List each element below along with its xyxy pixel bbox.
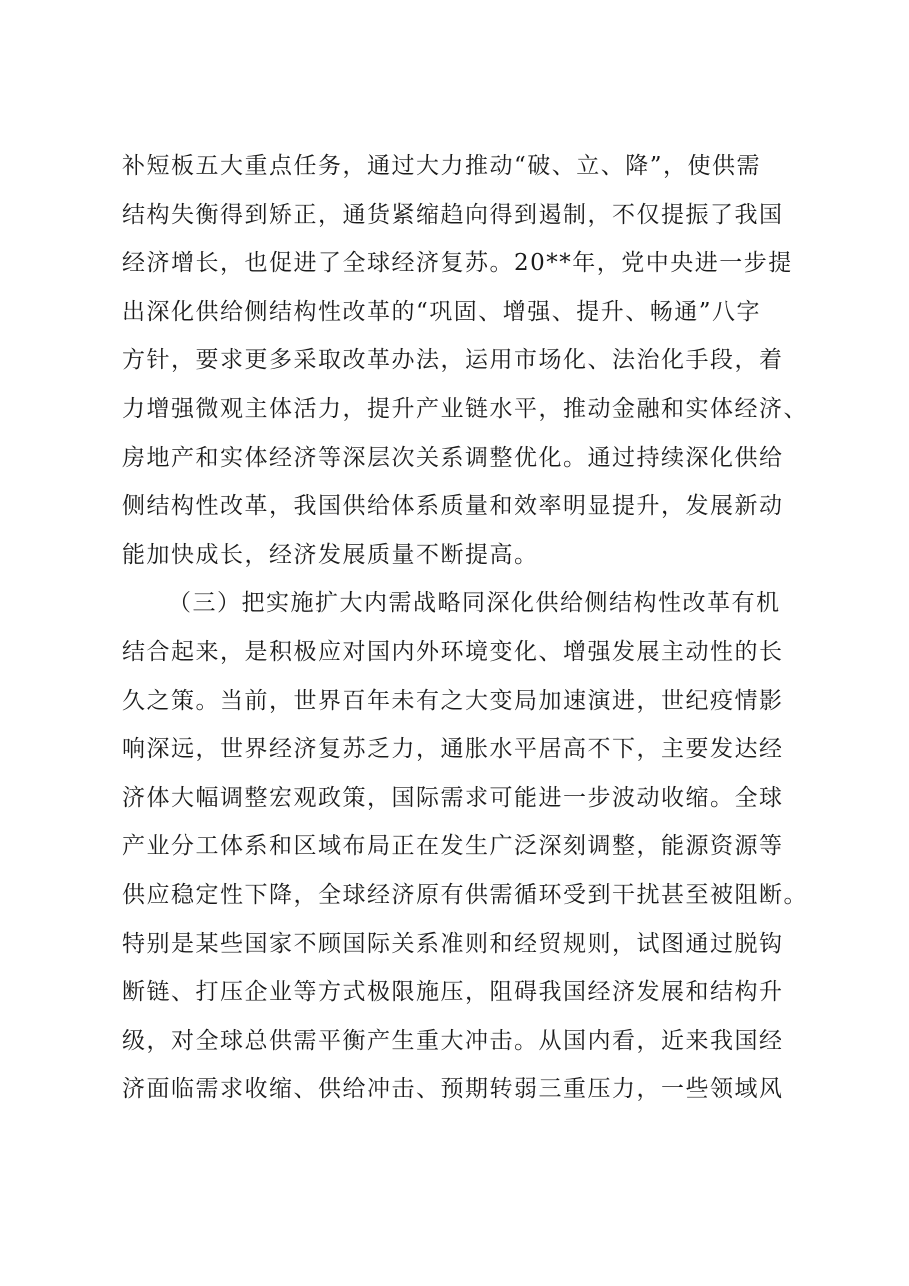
text-line: 能加快成长，经济发展质量不断提高。: [122, 541, 539, 568]
text-line: 结构失衡得到矫正，通货紧缩趋向得到遏制，不仅提振了我国: [122, 201, 784, 228]
text-line: 房地产和实体经济等深层次关系调整优化。通过持续深化供给: [122, 444, 784, 471]
text-line: 方针，要求更多采取改革办法，运用市场化、法治化手段，着: [122, 347, 784, 374]
text-line: 级，对全球总供需平衡产生重大冲击。从国内看，近来我国经: [122, 1027, 784, 1054]
text-line: 济体大幅调整宏观政策，国际需求可能进一步波动收缩。全球: [122, 784, 784, 811]
text-line: 断链、打压企业等方式极限施压，阻碍我国经济发展和结构升: [122, 979, 784, 1006]
text-line: 产业分工体系和区域布局正在发生广泛深刻调整，能源资源等: [122, 833, 784, 860]
text-line: 特别是某些国家不顾国际关系准则和经贸规则，试图通过脱钩: [122, 930, 784, 957]
text-line: 侧结构性改革，我国供给体系质量和效率明显提升，发展新动: [122, 493, 784, 520]
text-line: 力增强微观主体活力，提升产业链水平，推动金融和实体经济、: [122, 395, 808, 422]
text-line: 结合起来，是积极应对国内外环境变化、增强发展主动性的长: [122, 638, 784, 665]
text-line: 经济增长，也促进了全球经济复苏。20**年，党中央进一步提: [122, 250, 793, 277]
paragraph-heading-line: （三）把实施扩大内需战略同深化供给侧结构性改革有机: [168, 590, 781, 617]
text-line: 久之策。当前，世界百年未有之大变局加速演进，世纪疫情影: [122, 687, 784, 714]
text-line: 响深远，世界经济复苏乏力，通胀水平居高不下，主要发达经: [122, 736, 784, 763]
text-line: 济面临需求收缩、供给冲击、预期转弱三重压力，一些领域风: [122, 1076, 784, 1103]
text-line: 补短板五大重点任务，通过大力推动“破、立、降”，使供需: [122, 153, 762, 179]
text-line: 出深化供给侧结构性改革的“巩固、增强、提升、畅通”八字: [122, 298, 762, 325]
text-line: 供应稳定性下降，全球经济原有供需循环受到干扰甚至被阻断。: [122, 881, 808, 908]
body-text: [122, 142, 808, 1114]
